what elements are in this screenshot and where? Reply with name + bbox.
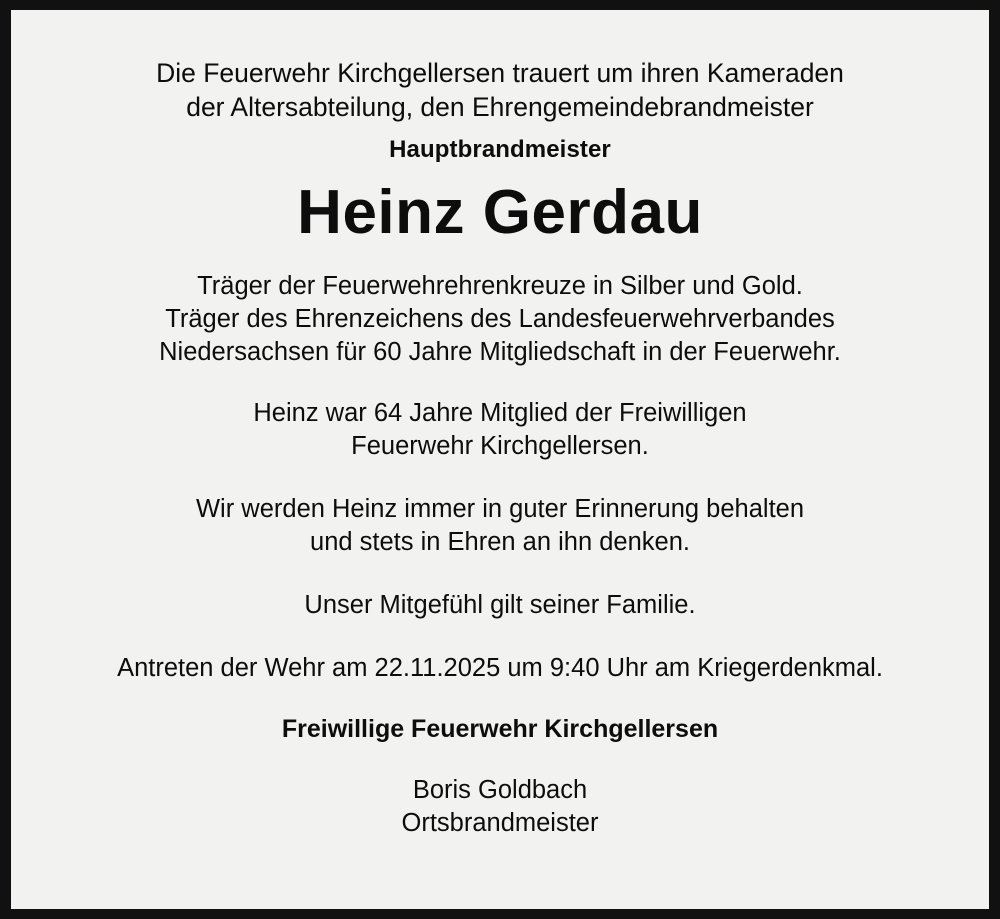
- deceased-name: Heinz Gerdau: [297, 178, 703, 247]
- honors-line-3: Niedersachsen für 60 Jahre Mitgliedschaft in der Feuerwehr.: [159, 338, 841, 366]
- organization-name: Freiwillige Feuerwehr Kirchgellersen: [281, 715, 719, 743]
- sympathy-text: Unser Mitgefühl gilt seiner Familie.: [304, 591, 696, 619]
- rank-title: Hauptbrandmeister: [389, 136, 611, 163]
- memory-line-1: Wir werden Heinz immer in guter Erinnerung behalten: [195, 495, 805, 523]
- honors-line-2: Träger des Ehrenzeichens des Landesfeuerwehrverbandes: [165, 305, 835, 333]
- membership-line-1: Heinz war 64 Jahre Mitglied der Freiwilligen: [253, 399, 747, 427]
- honors-text: [11, 270, 989, 369]
- intro-line-1: Die Feuerwehr Kirchgellersen trauert um ihren Kameraden: [156, 58, 844, 88]
- memory-line-2: und stets in Ehren an ihn denken.: [310, 528, 690, 556]
- honors-line-1: Träger der Feuerwehrehrenkreuze in Silber und Gold.: [197, 272, 803, 300]
- intro-line-2: der Altersabteilung, den Ehrengemeindebrandmeister: [186, 92, 814, 122]
- membership-line-2: Feuerwehr Kirchgellersen.: [351, 432, 649, 460]
- assembly-text: Antreten der Wehr am 22.11.2025 um 9:40 Uhr am Kriegerdenkmal.: [117, 654, 883, 682]
- signatory-name: Boris Goldbach: [412, 776, 588, 804]
- memory-text: [11, 493, 989, 559]
- intro-text: [11, 56, 989, 124]
- signatory-role: Ortsbrandmeister: [401, 809, 599, 837]
- membership-text: [11, 397, 989, 463]
- obituary-notice: [11, 10, 989, 909]
